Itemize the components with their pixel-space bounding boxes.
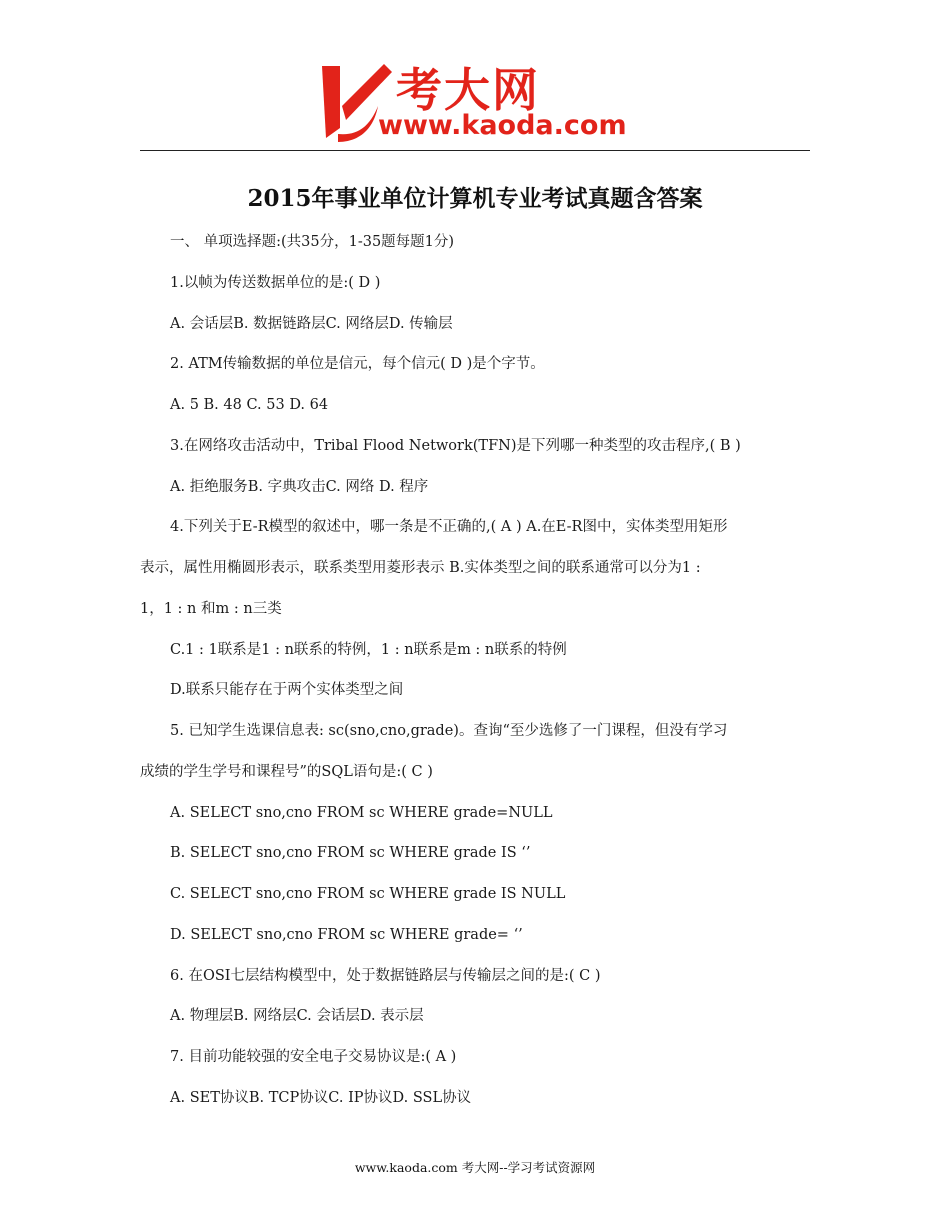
question-2: 2. ATM传输数据的单位是信元，每个信元( D )是个字节。 bbox=[170, 356, 545, 372]
question-6-options: A. 物理层B. 网络层C. 会话层D. 表示层 bbox=[170, 1008, 424, 1024]
question-2-options: A. 5 B. 48 C. 53 D. 64 bbox=[170, 397, 329, 413]
document-title: 2015年事业单位计算机专业考试真题含答案 bbox=[247, 185, 703, 212]
kaoda-logo bbox=[318, 56, 638, 142]
section-heading: 一、 单项选择题:(共35分，1-35题每题1分) bbox=[170, 234, 455, 250]
logo-url-text: www.kaoda.com bbox=[378, 110, 627, 141]
page-footer: www.kaoda.com 考大网--学习考试资源网 bbox=[354, 1160, 596, 1175]
question-7: 7. 目前功能较强的安全电子交易协议是:( A ) bbox=[170, 1049, 457, 1065]
question-4-option-c: C.1 : 1联系是1 : n联系的特例，1 : n联系是m : n联系的特例 bbox=[170, 642, 567, 658]
question-5-option-d: D. SELECT sno,cno FROM sc WHERE grade= ‘’ bbox=[170, 927, 523, 943]
question-1: 1.以帧为传送数据单位的是:( D ) bbox=[170, 275, 381, 291]
question-4-line-2: 表示，属性用椭圆形表示，联系类型用菱形表示 B.实体类型之间的联系通常可以分为1 : bbox=[140, 560, 701, 576]
question-3-options: A. 拒绝服务B. 字典攻击C. 网络 D. 程序 bbox=[170, 479, 429, 495]
header-divider bbox=[140, 150, 810, 151]
question-4-line-1: 4.下列关于E-R模型的叙述中，哪一条是不正确的,( A ) A.在E-R图中，实体类型用矩形 bbox=[170, 519, 728, 535]
question-1-options: A. 会话层B. 数据链路层C. 网络层D. 传输层 bbox=[170, 316, 453, 332]
question-5-line-1: 5. 已知学生选课信息表: sc(sno,cno,grade)。查询“至少选修了一门课程，但没有学习 bbox=[170, 723, 728, 739]
question-5-option-a: A. SELECT sno,cno FROM sc WHERE grade=NULL bbox=[170, 805, 553, 821]
question-3: 3.在网络攻击活动中，Tribal Flood Network(TFN)是下列哪一种类型的攻击程序,( B ) bbox=[170, 438, 741, 454]
question-5-option-b: B. SELECT sno,cno FROM sc WHERE grade IS ‘’ bbox=[170, 845, 531, 861]
question-5-option-c: C. SELECT sno,cno FROM sc WHERE grade IS NULL bbox=[170, 886, 566, 902]
question-7-options: A. SET协议B. TCP协议C. IP协议D. SSL协议 bbox=[170, 1090, 472, 1106]
question-5-line-2: 成绩的学生学号和课程号”的SQL语句是:( C ) bbox=[140, 764, 433, 780]
question-4-option-d: D.联系只能存在于两个实体类型之间 bbox=[170, 682, 404, 698]
question-4-line-3: 1，1 : n 和m : n三类 bbox=[140, 601, 282, 617]
logo-brand-text: 考大网 bbox=[396, 63, 540, 117]
question-6: 6. 在OSI七层结构模型中，处于数据链路层与传输层之间的是:( C ) bbox=[170, 968, 601, 984]
